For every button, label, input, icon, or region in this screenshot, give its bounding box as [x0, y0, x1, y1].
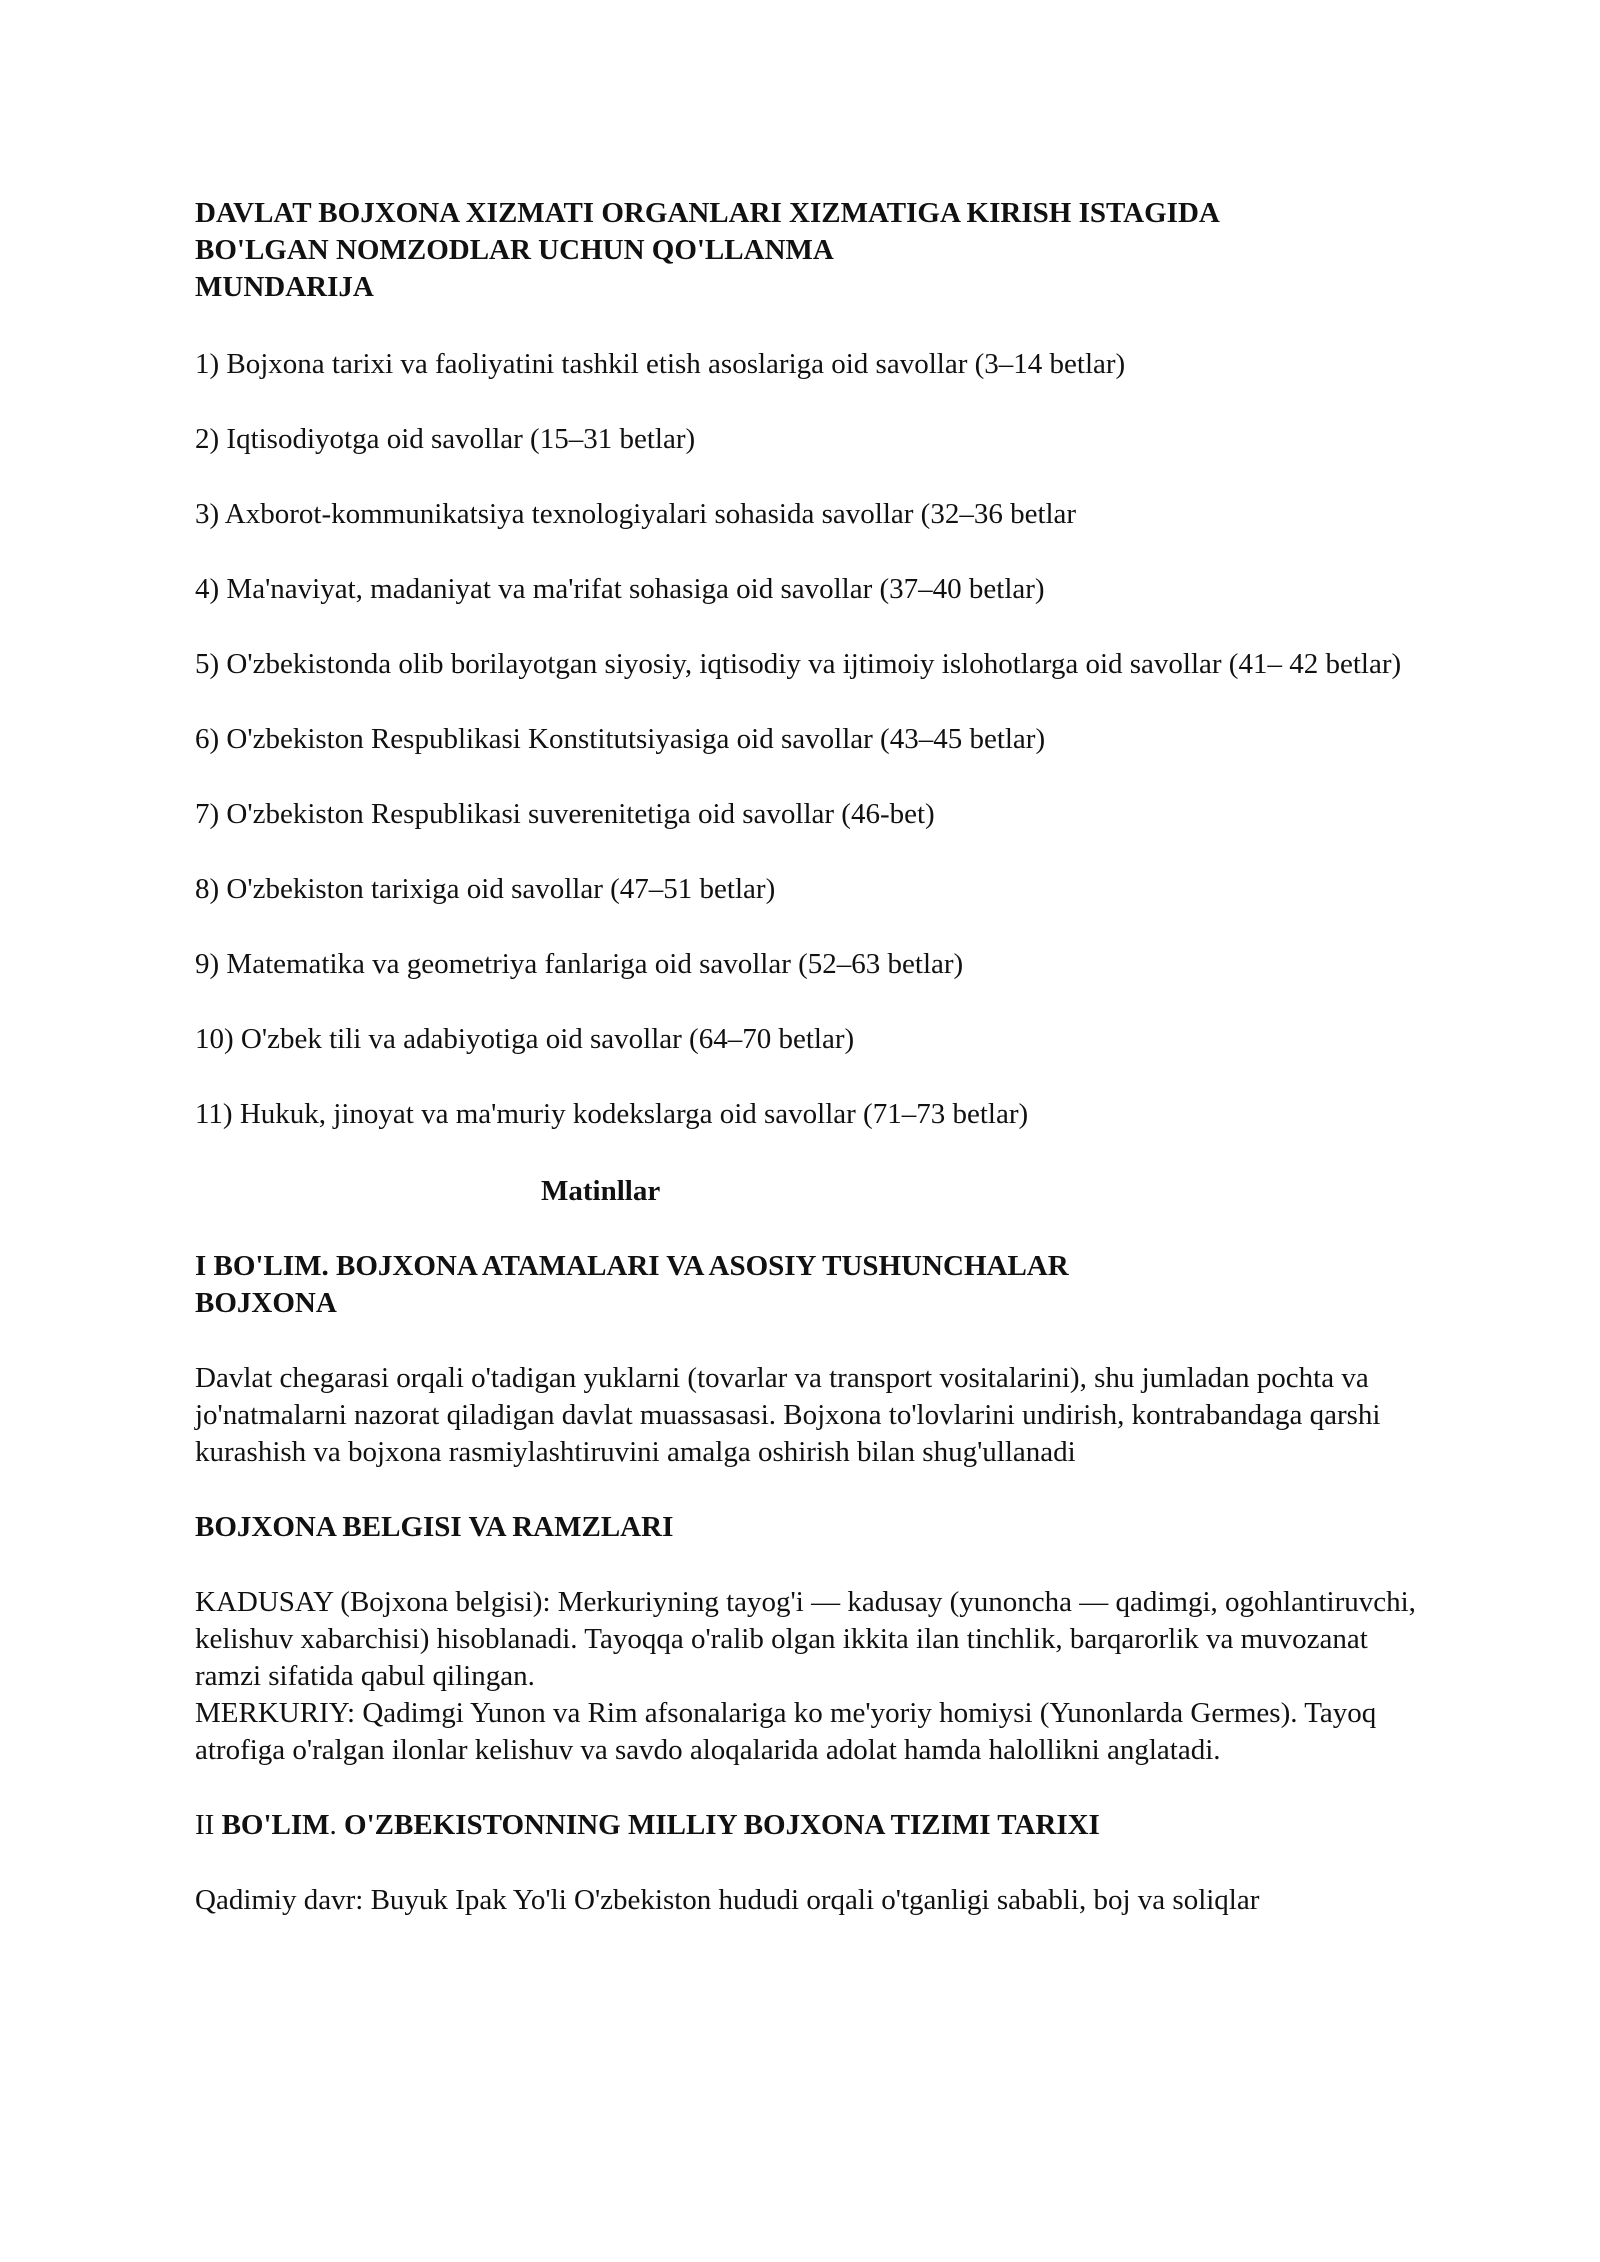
toc-item: 6) O'zbekiston Respublikasi Konstitutsiyasiga oid savollar (43–45 betlar) — [195, 723, 1046, 755]
toc-item: 5) O'zbekistonda olib borilayotgan siyosiy, iqtisodiy va ijtimoiy islohotlarga oid savollar (41– 42 betlar) — [195, 648, 1402, 680]
toc-item: 9) Matematika va geometriya fanlariga oid savollar (52–63 betlar) — [195, 948, 964, 980]
matinllar-heading: Matinllar — [541, 1175, 661, 1207]
document-page — [195, 195, 1425, 1919]
toc-item: 10) O'zbek tili va adabiyotiga oid savollar (64–70 betlar) — [195, 1023, 855, 1055]
table-of-contents — [195, 346, 1425, 1133]
section-1-subtitle: BOJXONA — [195, 1287, 337, 1319]
toc-item: 3) Axborot-kommunikatsiya texnologiyalari sohasida savollar (32–36 betlar — [195, 498, 1077, 530]
title-line-2: BO'LGAN NOMZODLAR UCHUN QO'LLANMA — [195, 234, 834, 266]
toc-item: 2) Iqtisodiyotga oid savollar (15–31 betlar) — [195, 423, 696, 455]
section-2-prefix: II — [195, 1809, 222, 1841]
belgi-heading: BOJXONA BELGISI VA RAMZLARI — [195, 1511, 674, 1543]
title-line-1: DAVLAT BOJXONA XIZMATI ORGANLARI XIZMATIGA KIRISH ISTAGIDA — [195, 197, 1220, 229]
toc-item: 8) O'zbekiston tarixiga oid savollar (47–51 betlar) — [195, 873, 776, 905]
toc-item: 1) Bojxona tarixi va faoliyatini tashkil etish asoslariga oid savollar (3–14 betlar) — [195, 348, 1126, 380]
section-2-dot: . — [329, 1809, 345, 1841]
section-2-bolim: BO'LIM — [221, 1809, 330, 1841]
ancient-period-paragraph: Qadimiy davr: Buyuk Ipak Yo'li O'zbekiston hududi orqali o'tganligi sababli, boj va soliqlar — [195, 1884, 1260, 1916]
section-2-title: O'ZBEKISTONNING MILLIY BOJXONA TIZIMI TARIXI — [344, 1809, 1100, 1841]
contents-heading: MUNDARIJA — [195, 271, 374, 303]
bojxona-definition: Davlat chegarasi orqali o'tadigan yuklarni (tovarlar va transport vositalarini), shu jumladan pochta va jo'natmalarni nazorat qiladigan davlat muassasasi. Bojxona to'lovlarini undirish, kontrabandaga qarshi kurashish va bojxona rasmiylashtiruvini amalga oshirish bilan shug'ullanadi — [195, 1362, 1381, 1468]
section-1-heading — [195, 1248, 1425, 1322]
document-title — [195, 195, 1425, 306]
section-2-heading — [195, 1807, 1425, 1844]
toc-item: 7) O'zbekiston Respublikasi suverenitetiga oid savollar (46-bet) — [195, 798, 935, 830]
merkuriy-paragraph: MERKURIY: Qadimgi Yunon va Rim afsonalariga ko me'yoriy homiysi (Yunonlarda Germes). Tayoq atrofiga o'ralgan ilonlar kelishuv va savdo aloqalarida adolat hamda halollikni anglatadi. — [195, 1697, 1377, 1766]
toc-item: 4) Ma'naviyat, madaniyat va ma'rifat sohasiga oid savollar (37–40 betlar) — [195, 573, 1045, 605]
toc-item: 11) Hukuk, jinoyat va ma'muriy kodekslarga oid savollar (71–73 betlar) — [195, 1098, 1029, 1130]
section-1-title: I BO'LIM. BOJXONA ATAMALARI VA ASOSIY TUSHUNCHALAR — [195, 1250, 1069, 1282]
kadusay-paragraph: KADUSAY (Bojxona belgisi): Merkuriyning tayog'i — kadusay (yunoncha — qadimgi, ogohlantiruvchi, kelishuv xabarchisi) hisoblanadi. Tayoqqa o'ralib olgan ikkita ilan tinchlik, barqarorlik va muvozanat ramzi sifatida qabul qilingan. — [195, 1586, 1416, 1692]
